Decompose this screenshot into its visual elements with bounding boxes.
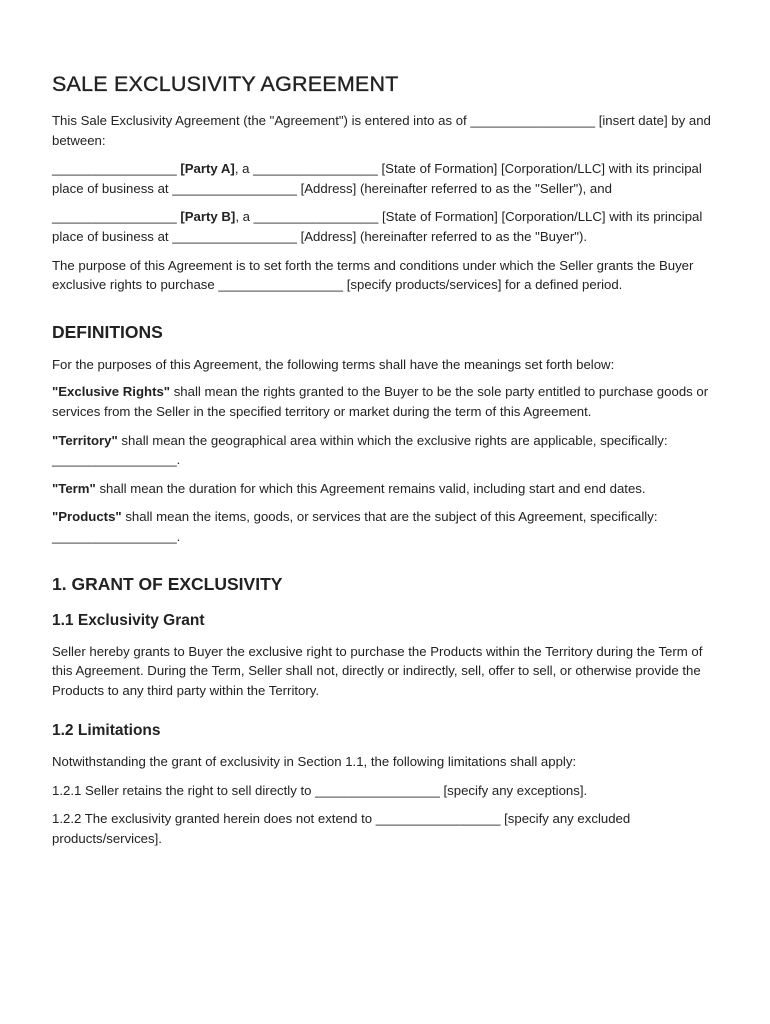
definition-term: "Exclusive Rights": [52, 384, 171, 400]
party-a-text: , a _________________ [State of Formation] [Corporation/LLC] with its principal place of business at _________________ [Address] (hereinafter referred to as the "Seller"), and: [52, 161, 702, 196]
definition-text: shall mean the geographical area within which the exclusive rights are applicable, specifically: _________________.: [52, 432, 668, 468]
party-b-blank: _________________: [52, 209, 177, 225]
party-a-blank: _________________: [52, 161, 177, 177]
definition-territory: [52, 431, 718, 470]
party-b-paragraph: [52, 207, 718, 246]
definition-text: shall mean the rights granted to the Buyer to be the sole party entitled to purchase goods or services from the Seller in the specified territory or market during the term of this Agreement.: [52, 384, 709, 419]
party-a-label: [Party A]: [180, 161, 235, 177]
document-title: SALE EXCLUSIVITY AGREEMENT: [52, 72, 399, 96]
section-1-2-heading: 1.2 Limitations: [52, 722, 161, 740]
definition-term: "Territory": [52, 432, 118, 448]
definition-text: shall mean the duration for which this Agreement remains valid, including start and end dates.: [95, 480, 646, 496]
section-1-2-1: 1.2.1 Seller retains the right to sell directly to _________________ [specify any exceptions].: [52, 782, 588, 798]
section-1-2-intro: Notwithstanding the grant of exclusivity in Section 1.1, the following limitations shall apply:: [52, 754, 577, 770]
definitions-heading: DEFINITIONS: [52, 321, 163, 342]
party-b-text: , a _________________ [State of Formation] [Corporation/LLC] with its principal place of business at _________________ [Address] (hereinafter referred to as the "Buyer").: [52, 209, 703, 244]
section-1-1-heading: 1.1 Exclusivity Grant: [52, 611, 205, 629]
grant-heading: 1. GRANT OF EXCLUSIVITY: [52, 573, 283, 594]
definition-term: "Term": [52, 480, 96, 496]
party-b-label: [Party B]: [180, 209, 236, 225]
definitions-intro: For the purposes of this Agreement, the following terms shall have the meanings set forth below:: [52, 356, 615, 372]
definition-products: [52, 507, 718, 546]
document-page: [52, 72, 718, 849]
purpose-paragraph: The purpose of this Agreement is to set forth the terms and conditions under which the Seller grants the Buyer exclusive rights to purchase _________________ [specify products/services] for a defined period.: [52, 257, 694, 293]
definition-text: shall mean the items, goods, or services that are the subject of this Agreement, specifically: _________________.: [52, 509, 658, 544]
party-a-paragraph: [52, 159, 718, 198]
section-1-2-2: 1.2.2 The exclusivity granted herein does not extend to _________________ [specify any excluded products/services].: [52, 811, 631, 847]
definition-term: "Products": [52, 509, 122, 525]
intro-paragraph: This Sale Exclusivity Agreement (the "Agreement") is entered into as of _________________ [insert date] by and between:: [52, 113, 711, 148]
definition-term-duration: [52, 479, 718, 499]
section-1-1-text: Seller hereby grants to Buyer the exclusive right to purchase the Products within the Territory during the Term of this Agreement. During the Term, Seller shall not, directly or indirectly, sell, offer to sell, or otherwise provide the Products to any third party within the Territory.: [52, 643, 703, 698]
definition-exclusive-rights: [52, 382, 718, 421]
